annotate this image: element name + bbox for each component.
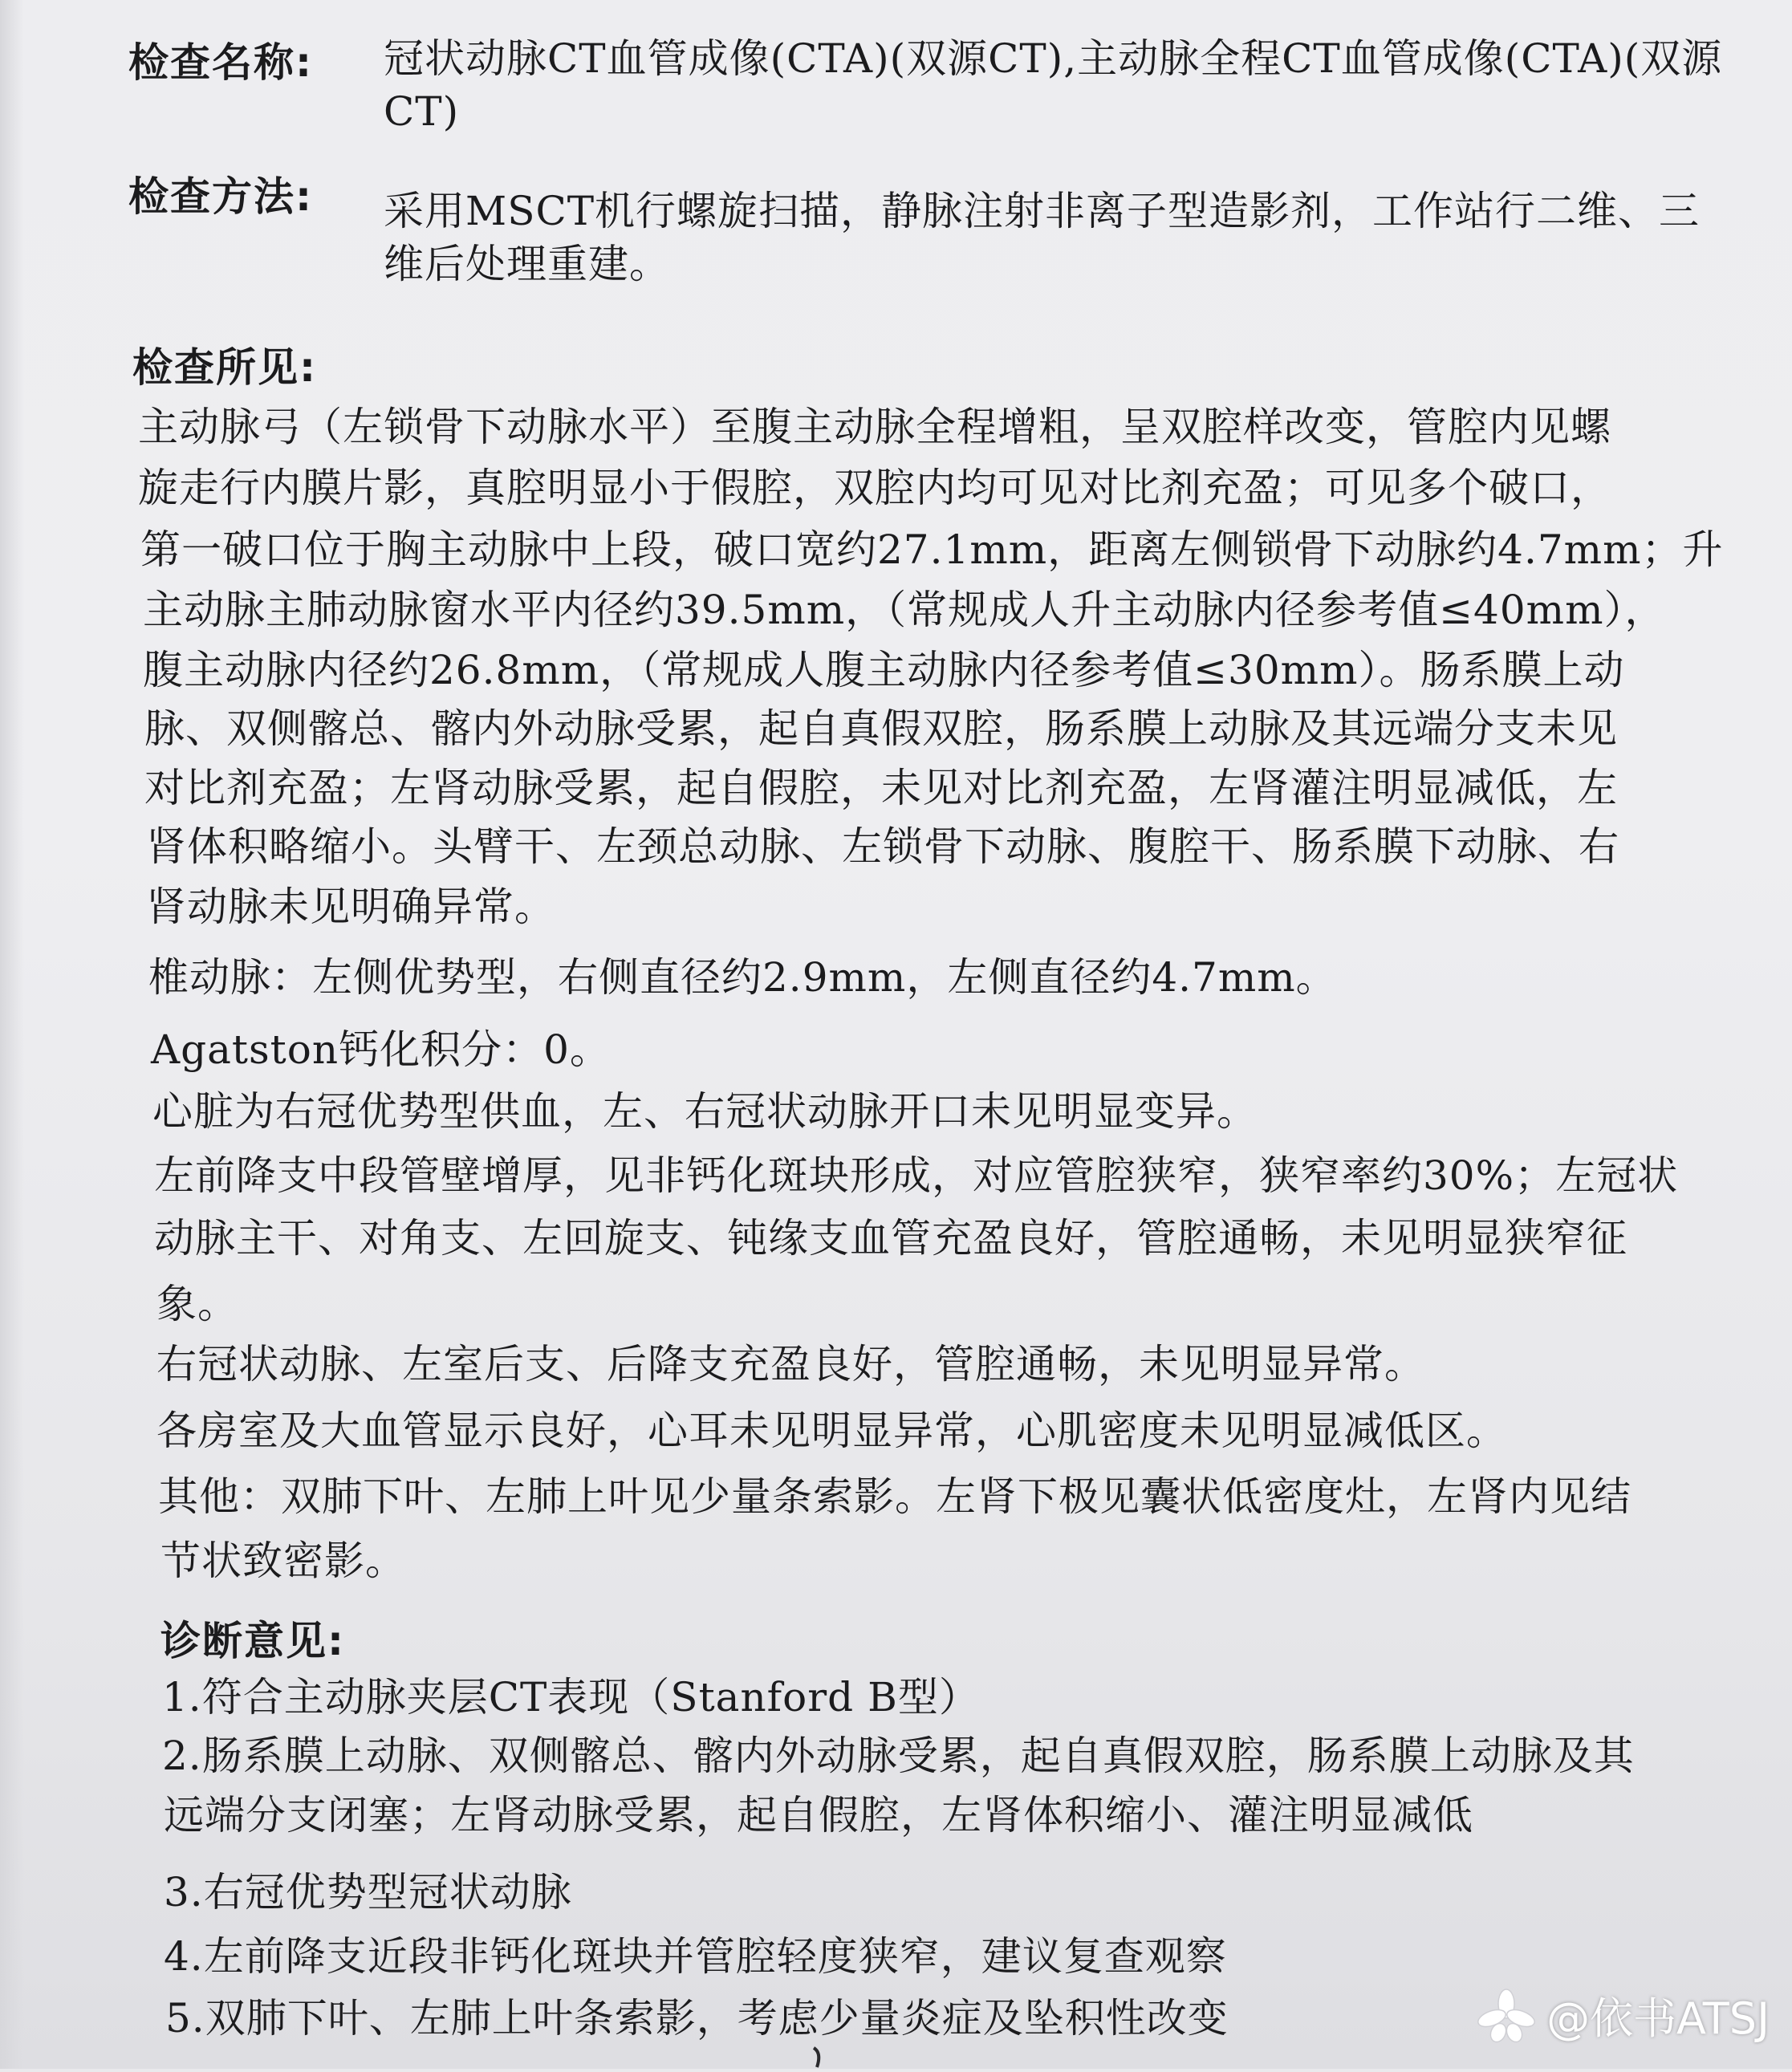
watermark-text: @依书ATSJ bbox=[1546, 1993, 1770, 2044]
diagnosis-item: 5.双肺下叶、左肺上叶条索影，考虑少量炎症及坠积性改变 bbox=[165, 1995, 1229, 2042]
diagnosis-item: 4.左前降支近段非钙化斑块并管腔轻度狭窄，建议复查观察 bbox=[164, 1933, 1227, 1980]
diagnosis-item: 1.符合主动脉夹层CT表现（Stanford B型） bbox=[162, 1674, 980, 1721]
findings-line: 动脉主干、对角支、左回旋支、钝缘支血管充盈良好，管腔通畅，未见明显狭窄征 bbox=[154, 1215, 1627, 1261]
ink-mark bbox=[811, 2045, 827, 2069]
findings-line: 旋走行内膜片影，真腔明显小于假腔，双腔内均可见对比剂充盈；可见多个破口， bbox=[138, 465, 1611, 511]
findings-line: 腹主动脉内径约26.8mm，（常规成人腹主动脉内径参考值≤30mm）。肠系膜上动 bbox=[143, 647, 1625, 693]
findings-line: 肾体积略缩小。头臂干、左颈总动脉、左锁骨下动脉、腹腔干、肠系膜下动脉、右 bbox=[146, 823, 1619, 870]
page-edge-shadow bbox=[0, 0, 24, 2069]
findings-line: 各房室及大血管显示良好，心耳未见明显异常，心肌密度未见明显减低区。 bbox=[156, 1408, 1507, 1454]
findings-line: 第一破口位于胸主动脉中上段，破口宽约27.1mm，距离左侧锁骨下动脉约4.7mm；升 bbox=[140, 526, 1724, 573]
findings-line: 椎动脉：左侧优势型，右侧直径约2.9mm，左侧直径约4.7mm。 bbox=[148, 954, 1337, 1001]
diagnosis-item: 远端分支闭塞；左肾动脉受累，起自假腔，左肾体积缩小、灌注明显减低 bbox=[164, 1792, 1473, 1838]
findings-label: 检查所见: bbox=[132, 344, 317, 391]
flower-logo-icon bbox=[1474, 1988, 1538, 2044]
exam-method-value: 采用MSCT机行螺旋扫描，静脉注射非离子型造影剂，工作站行二维、三维后处理重建。 bbox=[384, 188, 1701, 287]
findings-line: 左前降支中段管壁增厚，见非钙化斑块形成，对应管腔狭窄，狭窄率约30%；左冠状 bbox=[154, 1152, 1679, 1199]
findings-line: 主动脉主肺动脉窗水平内径约39.5mm，（常规成人升主动脉内径参考值≤40mm）， bbox=[143, 587, 1666, 633]
findings-line: 对比剂充盈；左肾动脉受累，起自假腔，未见对比剂充盈，左肾灌注明显减低，左 bbox=[144, 765, 1618, 811]
findings-line: 主动脉弓（左锁骨下动脉水平）至腹主动脉全程增粗，呈双腔样改变，管腔内见螺 bbox=[138, 404, 1611, 450]
watermark bbox=[1474, 1985, 1770, 2046]
diagnosis-item: 2.肠系膜上动脉、双侧髂总、髂内外动脉受累，起自真假双腔，肠系膜上动脉及其 bbox=[162, 1733, 1635, 1779]
exam-name-value: 冠状动脉CT血管成像(CTA)(双源CT),主动脉全程CT血管成像(CTA)(双源CT) bbox=[384, 35, 1723, 135]
findings-line: 肾动脉未见明确异常。 bbox=[146, 884, 555, 930]
findings-line: 右冠状动脉、左室后支、后降支充盈良好，管腔通畅，未见明显异常。 bbox=[156, 1341, 1425, 1387]
findings-line: 其他：双肺下叶、左肺上叶见少量条索影。左肾下极见囊状低密度灶，左肾内见结 bbox=[158, 1473, 1631, 1520]
exam-method-label: 检查方法: bbox=[128, 173, 313, 220]
findings-line: 节状致密影。 bbox=[161, 1538, 406, 1584]
findings-line: 象。 bbox=[156, 1281, 238, 1327]
exam-name-label: 检查名称: bbox=[128, 39, 313, 86]
findings-line: 脉、双侧髂总、髂内外动脉受累，起自真假双腔，肠系膜上动脉及其远端分支未见 bbox=[144, 705, 1618, 752]
findings-line: Agatston钙化积分：0。 bbox=[151, 1026, 611, 1073]
diagnosis-item: 3.右冠优势型冠状动脉 bbox=[164, 1869, 572, 1916]
findings-line: 心脏为右冠优势型供血，左、右冠状动脉开口未见明显变异。 bbox=[152, 1088, 1258, 1135]
diagnosis-label: 诊断意见: bbox=[161, 1618, 345, 1664]
